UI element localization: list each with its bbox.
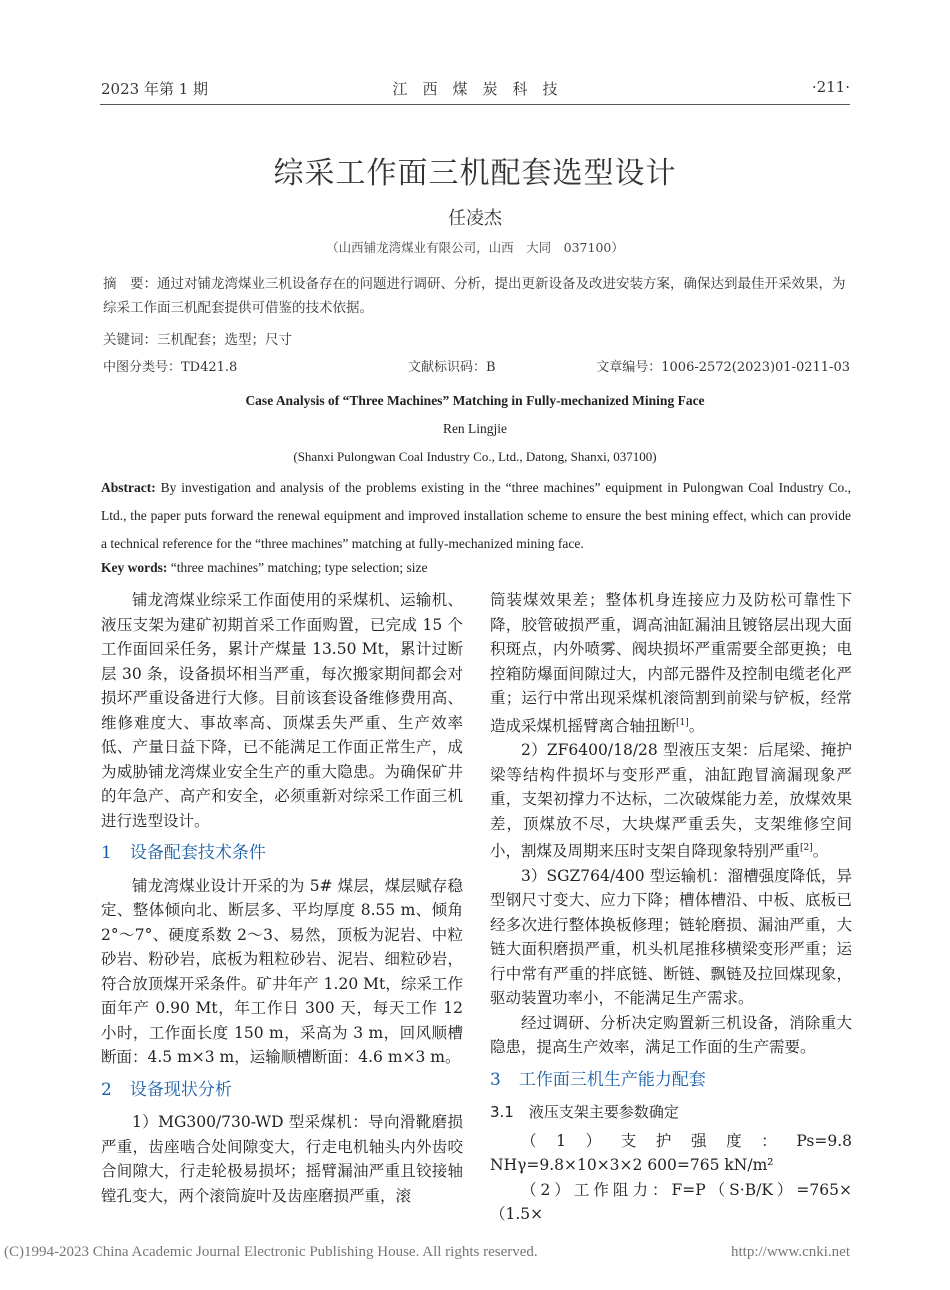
affiliation: （山西铺龙湾煤业有限公司，山西 大同 037100）	[326, 240, 624, 255]
support-end: 。	[812, 842, 829, 861]
english-abstract	[101, 474, 851, 558]
section-2-title: 设备现状分析	[129, 1079, 232, 1100]
right-column	[490, 588, 852, 1227]
header-rule	[100, 104, 850, 105]
section-2-heading	[101, 1078, 463, 1103]
english-keywords-text: “three machines” matching; type selection; size	[167, 560, 428, 575]
english-keywords	[101, 560, 428, 576]
section-3-number: 3	[490, 1069, 501, 1090]
shearer-end: 。	[688, 716, 705, 735]
conveyor-paragraph: 3）SGZ764/400 型运输机：溜槽强度降低，异型钢尺寸变大、应力下降；槽体槽沿、中板、底板已经多次进行整体换板修理；链轮磨损、漏油严重，大链大面积磨损严重，机头机尾推移横梁变形严重；运行中常有严重的拌底链、断链、飘链及拉回煤现象，驱动装置功率小，不能满足生产需求。	[490, 866, 852, 1008]
journal-name: 江 西 煤 炭 科 技	[392, 80, 558, 98]
page-number: ·211·	[811, 78, 850, 96]
copyright-footer: (C)1994-2023 China Academic Journal Electronic Publishing House. All rights reserved.	[4, 1244, 538, 1260]
support-text: 2）ZF6400/18/28 型液压支架：后尾梁、掩护梁等结构件损坏与变形严重，油缸跑冒滴漏现象严重，支架初撑力不达标，二次破煤能力差，放煤效果差，顶煤放不尽，大块煤严重丢失，支架维修空间小，割煤及周期来压时支架自降现象特别严重	[490, 741, 852, 861]
paper-title: 综采工作面三机配套选型设计	[273, 156, 677, 191]
shearer-continued-paragraph	[490, 588, 852, 738]
abstract-cn-text: 通过对铺龙湾煤业三机设备存在的问题进行调研、分析，提出更新设备及改进安装方案，确保达到最佳开采效果，为综采工作面三机配套提供可借鉴的技术依据。	[103, 276, 846, 316]
left-column	[101, 588, 463, 1208]
author: 任凌杰	[448, 208, 502, 229]
ref-1: [1]	[676, 717, 689, 728]
section-2-number: 2	[101, 1079, 112, 1100]
formula-working-resistance: （2）工作阻力：F=P（S·B/K）=765×（1.5×	[490, 1180, 852, 1224]
section-1-paragraph: 铺龙湾煤业设计开采的为 5# 煤层，煤层赋存稳定、整体倾向北、断层多、平均厚度 8.55 m、倾角 2°～7°、硬度系数 2～3、易然，顶板为泥岩、中粒砂岩、粉砂岩，底板为粗粒砂岩、泥岩、细粒砂岩，符合放顶煤开采条件。矿井年产 1.20 Mt，综采工作面年产 0.90 Mt，年工作日 300 天，每天工作 12 小时，工作面长度 150 m，采高为 3 m，回风顺槽断面：4.5 m×3 m，运输顺槽断面：4.6 m×3 m。	[101, 876, 463, 1066]
english-title: Case Analysis of “Three Machines” Matching in Fully-mechanized Mining Face	[245, 393, 705, 408]
english-abstract-text: By investigation and analysis of the problems existing in the “three machines” equipment in Pulongwan Coal Industry Co., Ltd., the paper puts forward the renewal equipment and improved installation scheme to ensure the best mining effect, which can provide a technical reference for the “three machines” matching at fully-mechanized mining face.	[101, 480, 851, 551]
subsection-3-1-heading: 3.1 液压支架主要参数确定	[490, 1103, 679, 1122]
article-number: 文章编号：1006-2572(2023)01-0211-03	[596, 360, 850, 375]
intro-paragraph: 铺龙湾煤业综采工作面使用的采煤机、运输机、液压支架为建矿初期首采工作面购置，已完成 15 个工作面回采任务，累计产煤量 13.50 Mt，累计过断层 30 条，设备损坏相当严重，每次搬家期间都会对损坏严重设备进行大修。目前该套设备维修费用高、维修难度大、事故率高、顶煤丢失严重、生产效率低、产量日益下降，已不能满足工作面正常生产，成为威胁铺龙湾煤业安全生产的重大隐患。为确保矿井的年急产、高产和安全，必须重新对综采工作面三机进行选型设计。	[101, 591, 463, 830]
abstract-cn	[103, 272, 851, 320]
support-paragraph	[490, 738, 852, 864]
english-author: Ren Lingjie	[442, 421, 508, 436]
ref-2: [2]	[800, 843, 813, 854]
shearer-text: 筒装煤效果差；整体机身连接应力及防松可靠性下降，胶管破损严重，调高油缸漏油且镀铬层出现大面积斑点，内外喷雾、阀块损坏严重需要全部更换；电控箱防爆面间隙过大，内部元器件及控制电缆老化严重；运行中常出现采煤机滚筒割到前梁与铲板，经常造成采煤机摇臂离合轴扭断	[490, 591, 852, 735]
clc-number: 中图分类号：TD421.8	[103, 360, 238, 375]
section-1-heading	[101, 841, 463, 866]
issue-label: 2023 年第 1 期	[101, 80, 209, 98]
english-affiliation: (Shanxi Pulongwan Coal Industry Co., Ltd., Datong, Shanxi, 037100)	[293, 449, 657, 464]
keywords-cn: 关键词：三机配套；选型；尺寸	[103, 332, 292, 348]
english-abstract-label: Abstract:	[101, 480, 156, 495]
section-3-heading	[490, 1068, 852, 1093]
formula-support-strength: （1）支护强度：Ps=9.8 NHγ=9.8×10×3×2 600=765 kN/m²	[490, 1131, 852, 1175]
abstract-cn-label: 摘 要：	[103, 276, 157, 292]
cnki-url[interactable]: http://www.cnki.net	[730, 1244, 850, 1260]
section-2-paragraph: 1）MG300/730-WD 型采煤机：导向滑靴磨损严重，齿座啮合处间隙变大，行走电机轴头内外齿咬合间隙大，行走轮极易损坏；摇臂漏油严重且铰接轴镗孔变大，两个滚筒旋叶及齿座磨损严重，滚	[101, 1113, 463, 1205]
section-3-title: 工作面三机生产能力配套	[518, 1069, 706, 1090]
decision-paragraph: 经过调研、分析决定购置新三机设备，消除重大隐患，提高生产效率，满足工作面的生产需要。	[490, 1013, 852, 1057]
section-1-number: 1	[101, 843, 112, 863]
document-code: 文献标识码：B	[408, 360, 496, 375]
section-1-title: 设备配套技术条件	[129, 843, 266, 863]
english-keywords-label: Key words:	[101, 560, 168, 575]
